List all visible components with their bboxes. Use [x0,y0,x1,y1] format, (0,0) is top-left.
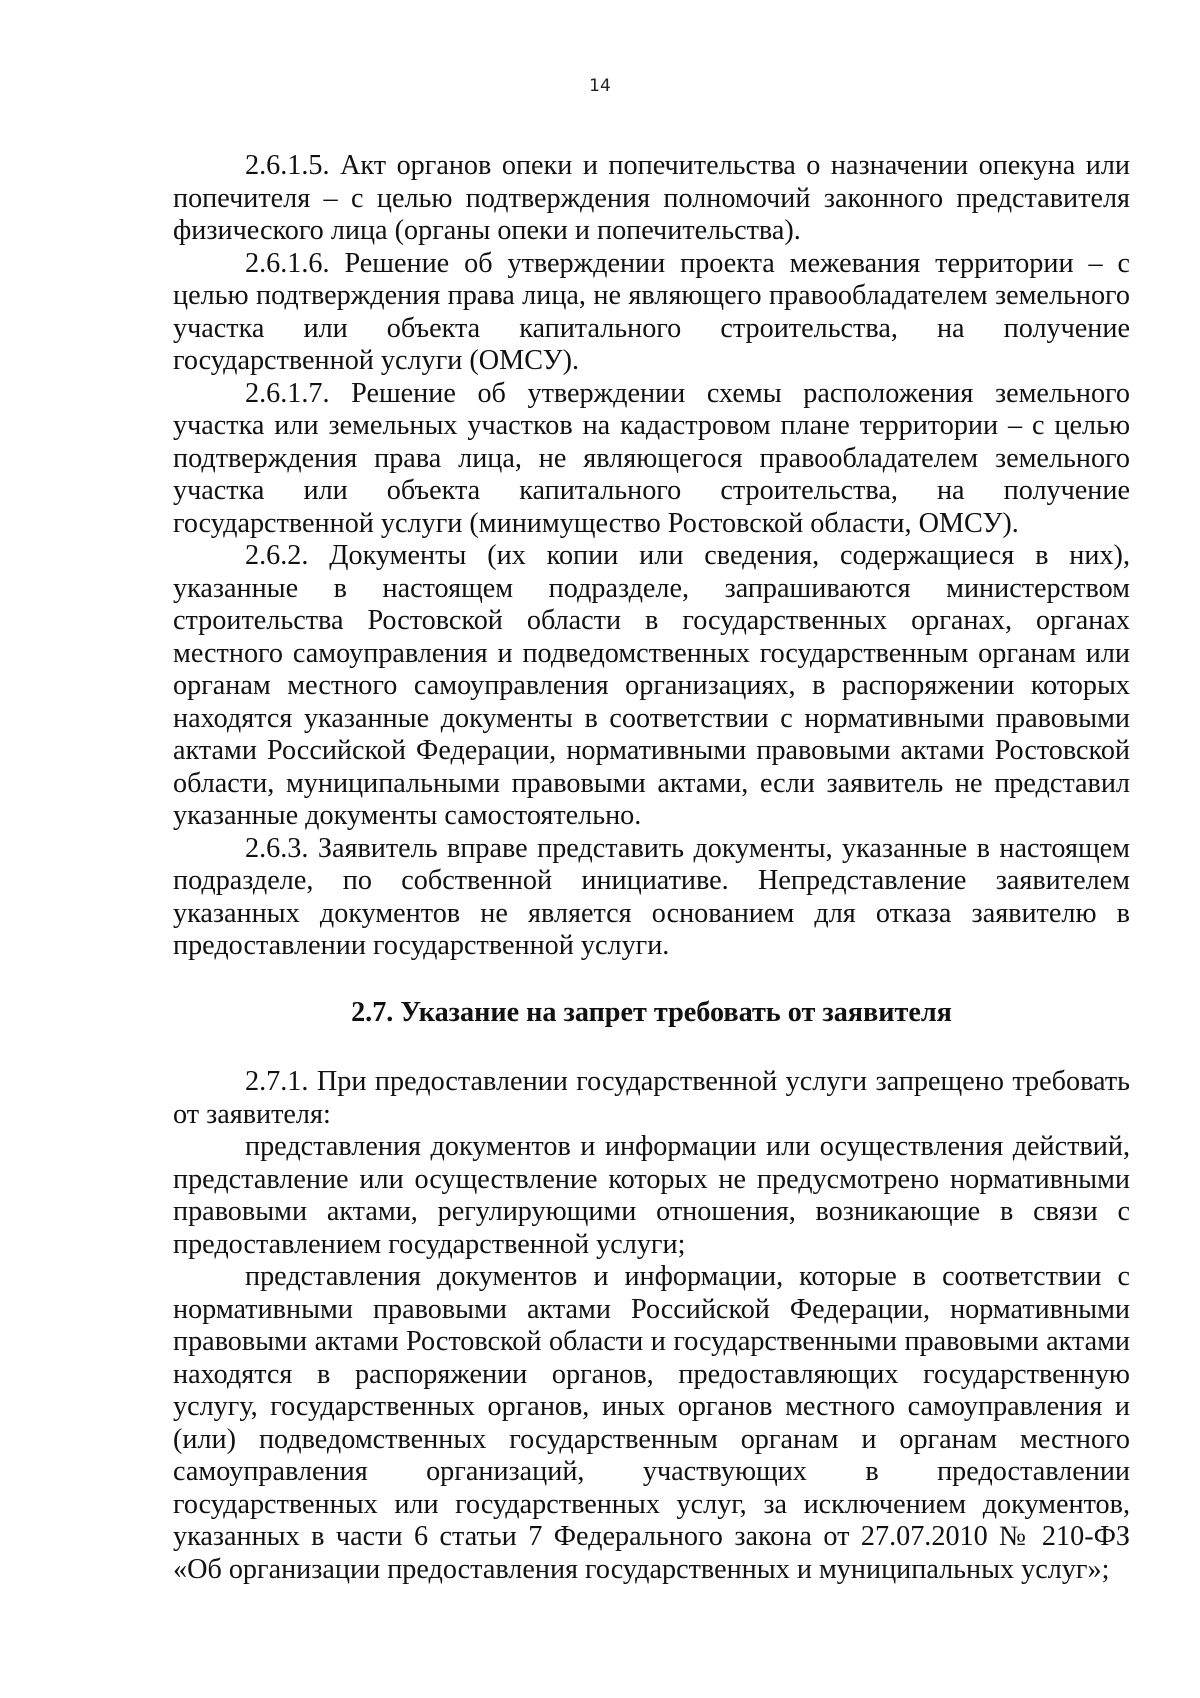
paragraph-2-6-3: 2.6.3. Заявитель вправе представить документы, указанные в настоящем подразделе, по собственной инициативе. Непредставление заявителем указанных документов не является основанием для отказа заявителю в предоставлении государственной услуги. [173,832,1130,961]
paragraph-2-6-1-6: 2.6.1.6. Решение об утверждении проекта межевания территории – с целью подтверждения права лица, не являющего правообладателем земельного участка или объекта капитального строительства, на получение государственной услуги (ОМСУ). [173,247,1130,376]
paragraph-2-7-1: 2.7.1. При предоставлении государственной услуги запрещено требовать от заявителя: [173,1066,1130,1130]
paragraph-2-6-1-5: 2.6.1.5. Акт органов опеки и попечительства о назначении опекуна или попечителя – с целью подтверждения полномочий законного представителя физического лица (органы опеки и попечительства). [173,150,1130,246]
document-body [173,150,1130,1586]
paragraph-prohibition-1: представления документов и информации или осуществления действий, представление или осуществление которых не предусмотрено нормативными правовыми актами, регулирующими отношения, возникающие в связи с предоставлением государственной услуги; [173,1131,1130,1260]
paragraph-2-6-1-7: 2.6.1.7. Решение об утверждении схемы расположения земельного участка или земельных участков на кадастровом плане территории – с целью подтверждения права лица, не являющегося правообладателем земельного участка или объекта капитального строительства, на получение государственной услуги (минимущество Ростовской области, ОМСУ). [173,377,1130,539]
section-heading-2-7: 2.7. Указание на запрет требовать от заявителя [351,996,952,1028]
paragraph-2-6-2: 2.6.2. Документы (их копии или сведения, содержащиеся в них), указанные в настоящем подразделе, запрашиваются министерством строительства Ростовской области в государственных органах, органах местного самоуправления и подведомственных государственным органам или органам местного самоуправления организациях, в распоряжении которых находятся указанные документы в соответствии с нормативными правовыми актами Российской Федерации, нормативными правовыми актами Ростовской области, муниципальными правовыми актами, если заявитель не представил указанные документы самостоятельно. [173,540,1130,831]
page-number: 14 [589,76,611,96]
paragraph-prohibition-2: представления документов и информации, которые в соответствии с нормативными правовыми актами Российской Федерации, нормативными правовыми актами Ростовской области и государственными правовыми актами находятся в распоряжении органов, предоставляющих государственную услугу, государственных органов, иных органов местного самоуправления и (или) подведомственных государственным органам и органам местного самоуправления организаций, участвующих в предоставлении государственных или государственных услуг, за исключением документов, указанных в части 6 статьи 7 Федерального закона от 27.07.2010 № 210-ФЗ «Об организации предоставления государственных и муниципальных услуг»; [173,1261,1130,1585]
